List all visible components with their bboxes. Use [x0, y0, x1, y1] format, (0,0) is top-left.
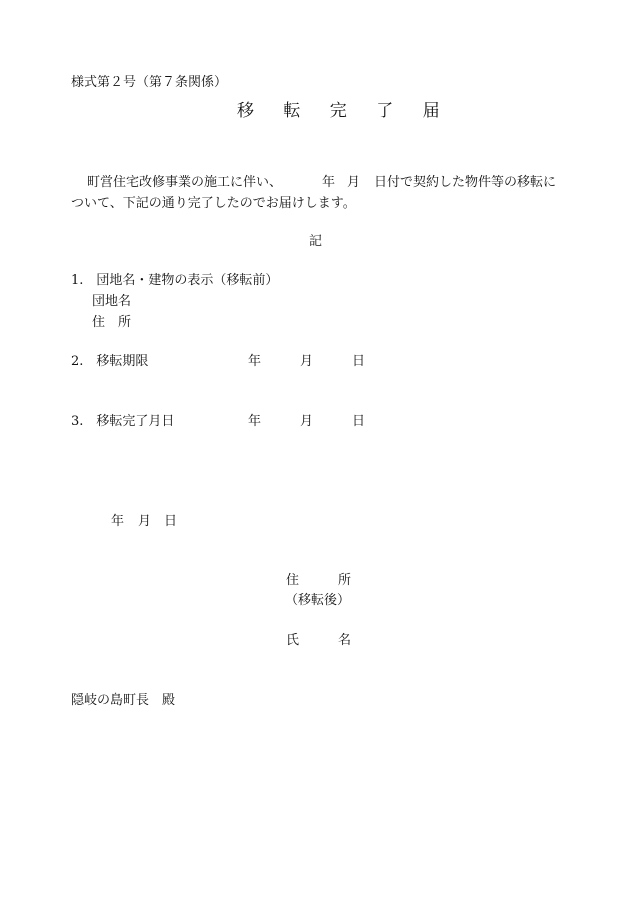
intro-line2-text: ついて、下記の通り完了したのでお届けします。 — [71, 196, 356, 211]
addressee: 隠岐の島町長 殿 — [71, 693, 176, 708]
item3-label: 3. 移転完了月日 — [71, 414, 175, 429]
document-title: 移 転 完 了 届 — [237, 101, 452, 121]
item2-label: 2. 移転期限 — [71, 354, 149, 369]
item2-day: 日 — [352, 354, 366, 369]
applicant-after-move-note: （移転後） — [285, 593, 351, 608]
item1-heading: 1. 団地名・建物の表示（移転前） — [71, 273, 279, 288]
intro-month-label: 月 — [347, 175, 361, 190]
date-year: 年 — [111, 514, 125, 529]
item1-address-label: 住 所 — [92, 315, 132, 330]
ki-heading: 記 — [309, 234, 323, 249]
date-month: 月 — [138, 514, 152, 529]
item3-month: 月 — [300, 414, 314, 429]
item2-year: 年 — [248, 354, 262, 369]
intro-line1-rest: 日付で契約した物件等の移転に — [374, 175, 557, 190]
applicant-address-label-a: 住 — [286, 573, 300, 588]
date-day: 日 — [164, 514, 178, 529]
intro-line1-text: 町営住宅改修事業の施工に伴い、 — [87, 175, 283, 190]
item2-month: 月 — [300, 354, 314, 369]
form-number: 様式第２号（第７条関係） — [71, 75, 228, 90]
applicant-name-label-a: 氏 — [286, 633, 300, 648]
intro-year-label: 年 — [322, 175, 336, 190]
applicant-name-label-b: 名 — [338, 633, 352, 648]
item3-day: 日 — [352, 414, 366, 429]
applicant-address-label-b: 所 — [338, 573, 352, 588]
item3-year: 年 — [248, 414, 262, 429]
item1-complex-name-label: 団地名 — [92, 294, 132, 309]
